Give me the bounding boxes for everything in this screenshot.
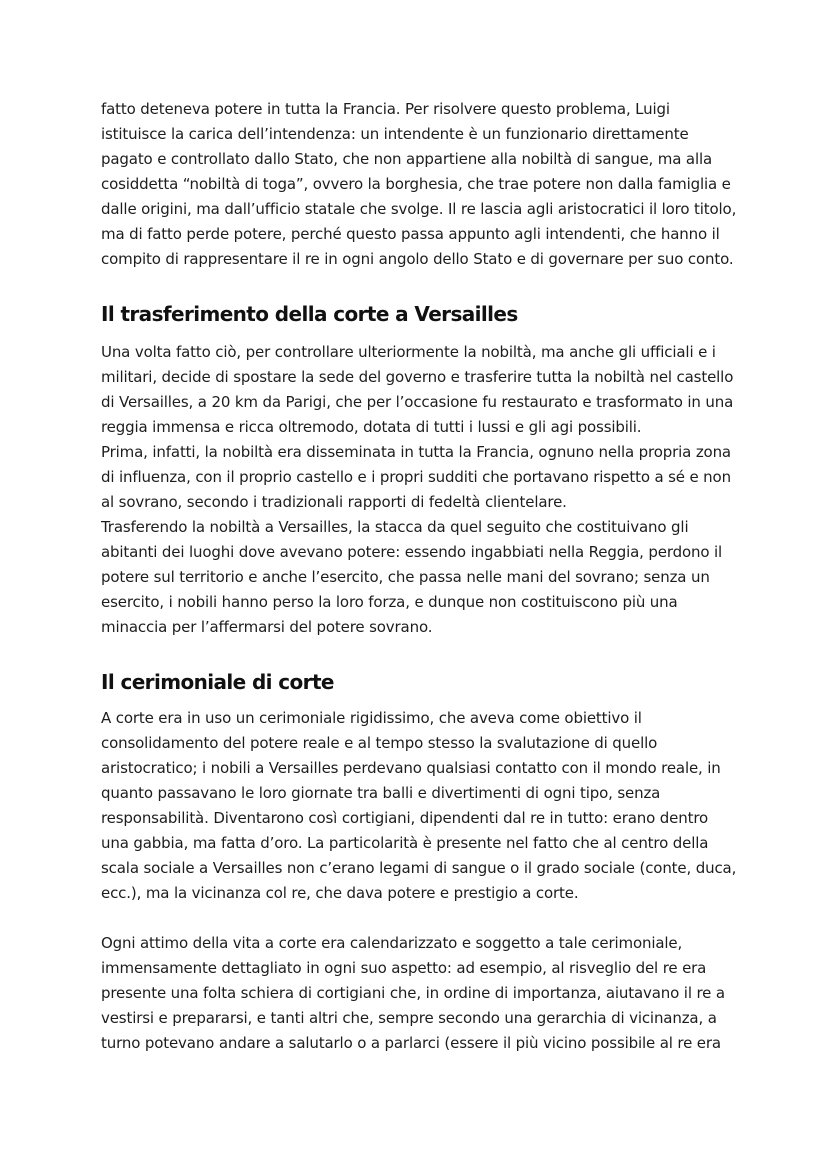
text-line: quanto passavano le loro giornate tra balli e divertimenti di ogni tipo, senza — [101, 784, 661, 802]
text-line: dalle origini, ma dall’ufficio statale che svolge. Il re lascia agli aristocratici il loro titolo, — [101, 200, 737, 218]
text-line: di Versailles, a 20 km da Parigi, che per l’occasione fu restaurato e trasformato in una — [101, 393, 734, 411]
text-line: ecc.), ma la vicinanza col re, che dava potere e prestigio a corte. — [101, 884, 579, 902]
text-line: turno potevano andare a salutarlo o a parlarci (essere il più vicino possibile al re era — [101, 1034, 721, 1052]
section-heading-cerimoniale: Il cerimoniale di corte — [101, 670, 334, 694]
text-line: A corte era in uso un cerimoniale rigidissimo, che aveva come obiettivo il — [101, 709, 642, 727]
intro-paragraph — [101, 97, 737, 272]
text-line: di influenza, con il proprio castello e i propri sudditi che portavano rispetto a sé e non — [101, 468, 731, 486]
cerimoniale-paragraph-1 — [101, 706, 737, 906]
text-line: pagato e controllato dallo Stato, che non appartiene alla nobiltà di sangue, ma alla — [101, 150, 713, 168]
text-line: aristocratico; i nobili a Versailles perdevano qualsiasi contatto con il mondo reale, in — [101, 759, 721, 777]
text-line: Una volta fatto ciò, per controllare ulteriormente la nobiltà, ma anche gli ufficiali e i — [101, 343, 716, 361]
text-line: cosiddetta “nobiltà di toga”, ovvero la borghesia, che trae potere non dalla famiglia e — [101, 175, 731, 193]
text-line: minaccia per l’affermarsi del potere sovrano. — [101, 618, 433, 636]
versailles-paragraph — [101, 340, 734, 640]
text-line: compito di rappresentare il re in ogni angolo dello Stato e di governare per suo conto. — [101, 250, 734, 268]
text-line: Trasferendo la nobiltà a Versailles, la stacca da quel seguito che costituivano gli — [101, 518, 689, 536]
text-line: al sovrano, secondo i tradizionali rapporti di fedeltà clientelare. — [101, 493, 567, 511]
text-line: reggia immensa e ricca oltremodo, dotata di tutti i lussi e gli agi possibili. — [101, 418, 642, 436]
text-line: istituisce la carica dell’intendenza: un intendente è un funzionario direttamente — [101, 125, 689, 143]
text-line: potere sul territorio e anche l’esercito, che passa nelle mani del sovrano; senza un — [101, 568, 710, 586]
paragraph-spacer — [101, 906, 726, 931]
text-line: esercito, i nobili hanno perso la loro forza, e dunque non costituiscono più una — [101, 593, 678, 611]
text-line: responsabilità. Diventarono così cortigiani, dipendenti dal re in tutto: erano dentro — [101, 809, 709, 827]
section-heading-versailles: Il trasferimento della corte a Versailles — [101, 302, 518, 326]
text-line: immensamente dettagliato in ogni suo aspetto: ad esempio, al risveglio del re era — [101, 959, 707, 977]
text-line: ma di fatto perde potere, perché questo passa appunto agli intendenti, che hanno il — [101, 225, 720, 243]
text-line: Ogni attimo della vita a corte era calendarizzato e soggetto a tale cerimoniale, — [101, 934, 683, 952]
text-line: vestirsi e prepararsi, e tanti altri che, sempre secondo una gerarchia di vicinanza, a — [101, 1009, 717, 1027]
text-line: presente una folta schiera di cortigiani che, in ordine di importanza, aiutavano il re a — [101, 984, 725, 1002]
text-line: Prima, infatti, la nobiltà era disseminata in tutta la Francia, ognuno nella propria zona — [101, 443, 731, 461]
cerimoniale-paragraph-2 — [101, 931, 726, 1056]
page-content — [101, 97, 737, 1056]
text-line: fatto deteneva potere in tutta la Francia. Per risolvere questo problema, Luigi — [101, 100, 670, 118]
text-line: militari, decide di spostare la sede del governo e trasferire tutta la nobiltà nel castello — [101, 368, 734, 386]
text-line: scala sociale a Versailles non c’erano legami di sangue o il grado sociale (conte, duca, — [101, 859, 737, 877]
text-line: consolidamento del potere reale e al tempo stesso la svalutazione di quello — [101, 734, 658, 752]
text-line: una gabbia, ma fatta d’oro. La particolarità è presente nel fatto che al centro della — [101, 834, 709, 852]
text-line: abitanti dei luoghi dove avevano potere: essendo ingabbiati nella Reggia, perdono il — [101, 543, 723, 561]
